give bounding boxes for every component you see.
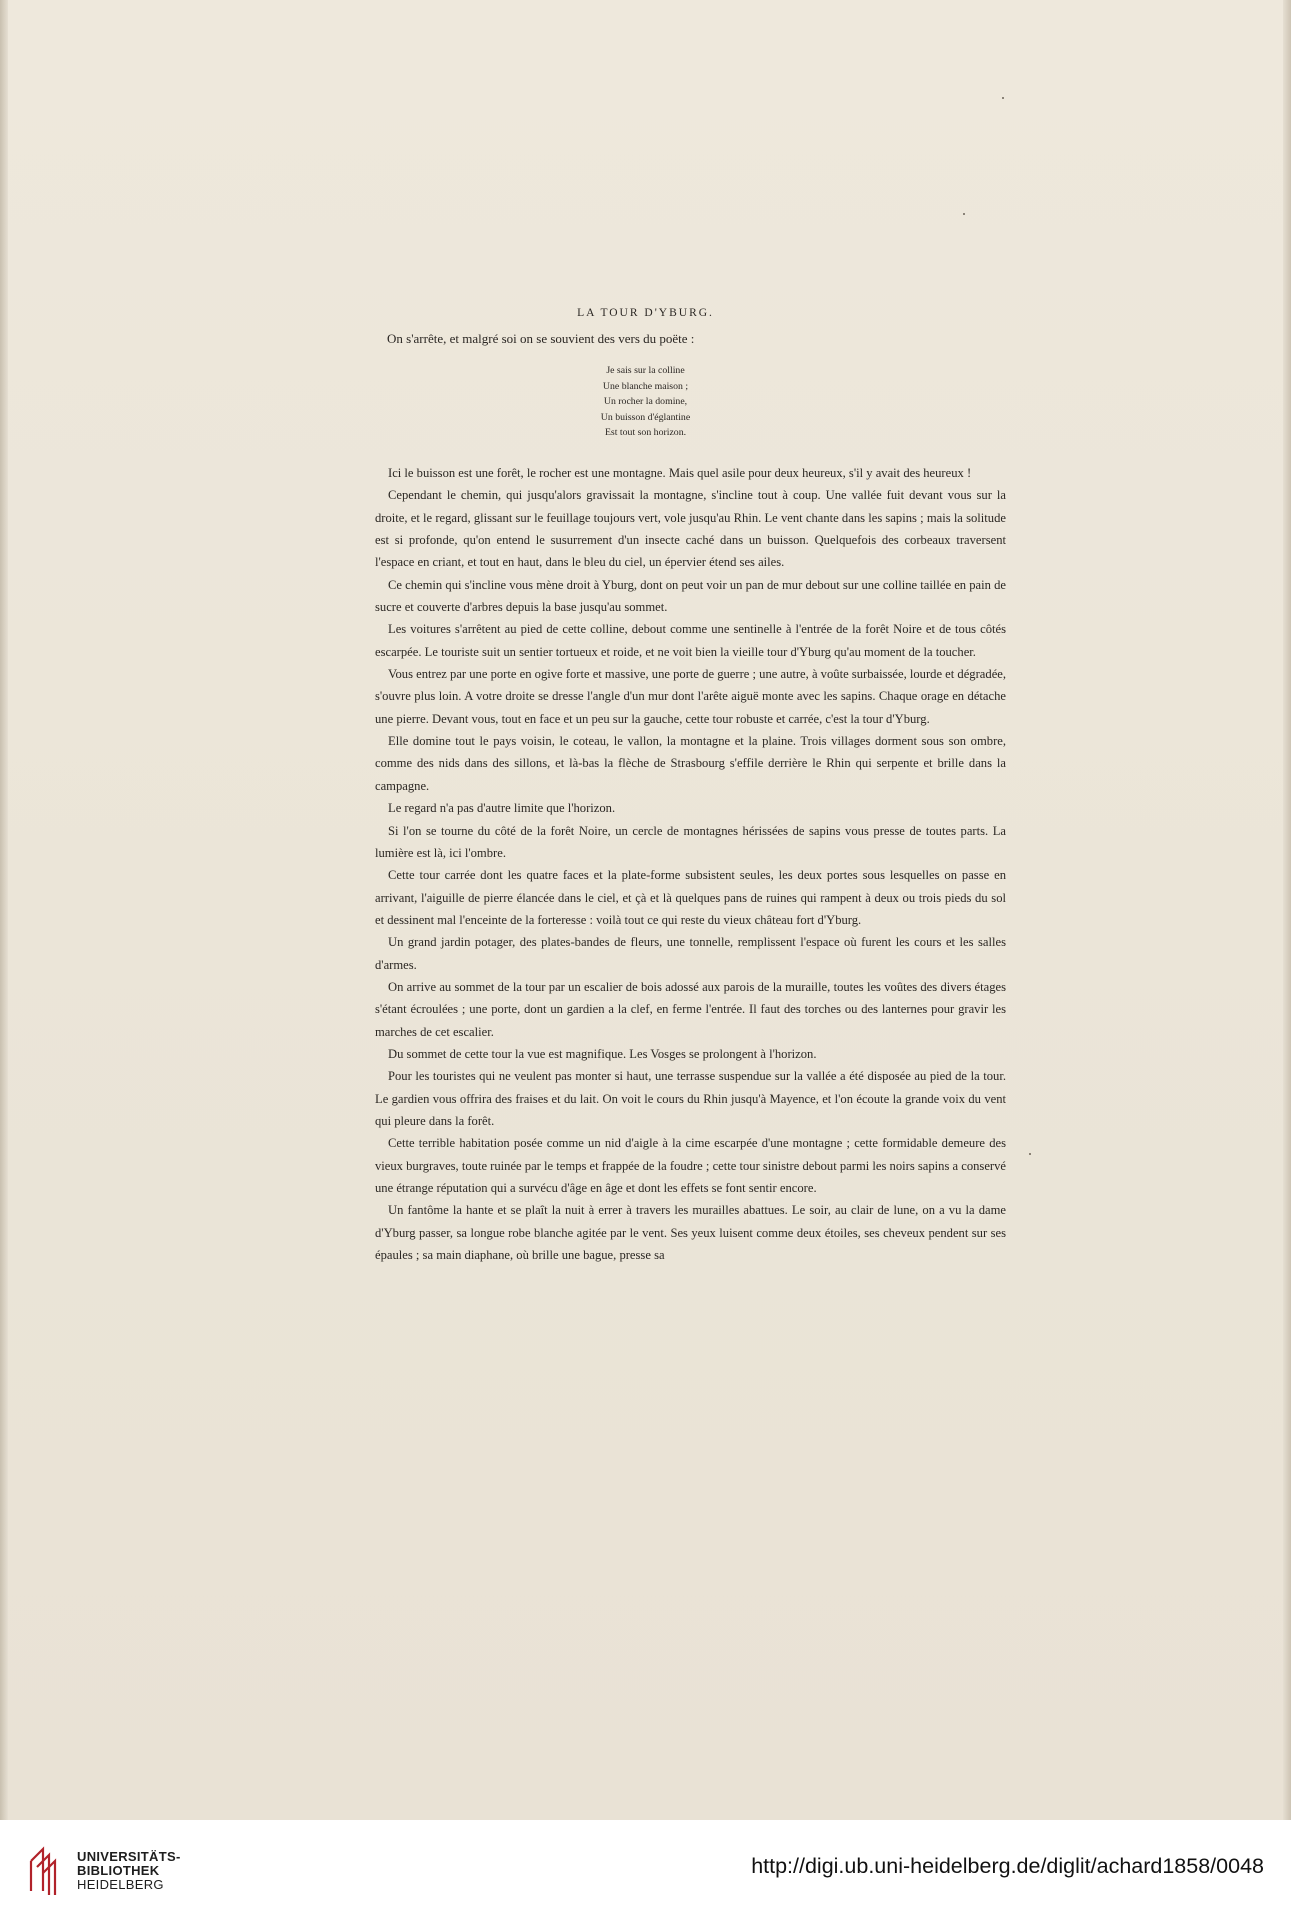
page-edge-left — [0, 0, 8, 1820]
poem-line: Je sais sur la colline — [606, 365, 685, 376]
paper-speck — [1029, 1153, 1031, 1155]
paper-speck — [963, 213, 965, 215]
paragraph: Les voitures s'arrêtent au pied de cette colline, debout comme une sentinelle à l'entrée de la forêt Noire et de tous côtés escarpée. Le touriste suit un sentier tortueux et roide, et ne voit bien la vieille tour d'Yburg qu'au moment de la toucher. — [375, 622, 1006, 659]
poem-line: Un rocher la domine, — [603, 396, 688, 407]
page-edge-right — [1283, 0, 1291, 1820]
poem-line: Est tout son horizon. — [604, 427, 687, 438]
intro-line: On s'arrête, et malgré soi on se souvient des vers du poëte : — [387, 331, 695, 346]
paragraph: Ce chemin qui s'incline vous mène droit à Yburg, dont on peut voir un pan de mur debout sur une colline taillée en pain de sucre et couverte d'arbres depuis la base jusqu'au sommet. — [375, 577, 1006, 615]
paragraph: Cette tour carrée dont les quatre faces et la plate-forme subsistent seules, les deux portes sous lesquelles on passe en arrivant, l'aiguille de pierre élancée dans le ciel, et çà et là quelques pans de ruines qui rampent à deux ou trois pieds du sol et dessinent mal l'enceinte de la forteresse : voilà tout ce qui reste du vieux château fort d'Yburg. — [375, 868, 1006, 927]
paragraph: Vous entrez par une porte en ogive forte et massive, une porte de guerre ; une autre, à voûte surbaissée, lourde et dégradée, s'ouvre plus loin. A votre droite se dresse l'angle d'un mur dont l'arête aiguë monte avec les sapins. Chaque orage en détache une pierre. Devant vous, tout en face et un peu sur la gauche, cette tour robuste et carrée, c'est la tour d'Yburg. — [375, 667, 1007, 726]
library-name-line: HEIDELBERG — [77, 1877, 164, 1892]
paragraph: Un fantôme la hante et se plaît la nuit à errer à travers les murailles abattues. Le soir, au clair de lune, on a vu la dame d'Yburg passer, sa longue robe blanche agitée par le vent. Ses yeux luisent comme deux étoiles, ses cheveux pendent sur ses épaules ; sa main diaphane, où brille une bague, presse sa — [375, 1203, 1006, 1263]
body-text — [375, 462, 1006, 1266]
paper-speck — [1002, 97, 1004, 99]
paragraph: Si l'on se tourne du côté de la forêt Noire, un cercle de montagnes hérissées de sapins vous presse de toutes parts. La lumière est là, ici l'ombre. — [375, 823, 1006, 860]
footer-bar — [0, 1820, 1291, 1921]
paragraph: Du sommet de cette tour la vue est magnifique. Les Vosges se prolongent à l'horizon. — [388, 1046, 817, 1061]
library-name-line: BIBLIOTHEK — [77, 1863, 160, 1878]
library-name-line: UNIVERSITÄTS- — [77, 1849, 181, 1864]
paragraph: Cette terrible habitation posée comme un nid d'aigle à la cime escarpée d'une montagne ; cette formidable demeure des vieux burgraves, toute ruinée par le temps et frappée de la foudre ; cette tour sinistre debout parmi les noirs sapins a conservé une étrange réputation qui a survécu d'âge en âge et dont les effets se font sentir encore. — [375, 1136, 1006, 1195]
poem-block — [0, 363, 1291, 441]
poem-line: Un buisson d'églantine — [600, 411, 691, 423]
library-name — [77, 1850, 181, 1892]
paragraph: Le regard n'a pas d'autre limite que l'horizon. — [388, 801, 616, 816]
paragraph: Un grand jardin potager, des plates-bandes de fleurs, une tonnelle, remplissent l'espace où furent les cours et les salles d'armes. — [375, 935, 1006, 972]
source-url-link[interactable]: http://digi.ub.uni-heidelberg.de/diglit/achard1858/0048 — [751, 1854, 1264, 1878]
poem-line: Une blanche maison ; — [602, 380, 689, 392]
paragraph: Elle domine tout le pays voisin, le coteau, le vallon, la montagne et la plaine. Trois villages dorment sous son ombre, comme des nids dans des sillons, et là-bas la flèche de Strasbourg s'effile derrière le Rhin qui serpente et brille dans la campagne. — [375, 734, 1006, 793]
paragraph: On arrive au sommet de la tour par un escalier de bois adossé aux parois de la muraille, toutes les voûtes des divers étages s'étant écroulées ; une porte, dont un gardien a la clef, en ferme l'entrée. Il faut des torches ou des lanternes pour gravir les marches de cet escalier. — [375, 979, 1006, 1039]
chapter-heading: LA TOUR D'YBURG. — [577, 307, 714, 319]
library-logo-icon — [27, 1843, 67, 1898]
paragraph: Cependant le chemin, qui jusqu'alors gravissait la montagne, s'incline tout à coup. Une vallée fuit devant vous sur la droite, et le regard, glissant sur le feuillage toujours vert, vole jusqu'au Rhin. Le vent chante dans les sapins ; mais la solitude est si profonde, qu'on entend le susurrement d'un insecte caché dans un buisson. Quelquefois des corbeaux traversent l'espace en criant, et tout en haut, dans le bleu du ciel, un épervier étend ses ailes. — [375, 488, 1006, 570]
paragraph: Pour les touristes qui ne veulent pas monter si haut, une terrasse suspendue sur la vallée a été disposée au pied de la tour. Le gardien vous offrira des fraises et du lait. On voit le cours du Rhin jusqu'à Mayence, et l'on écoute la grande voix du vent qui pleure dans la forêt. — [375, 1069, 1006, 1128]
paragraph: Ici le buisson est une forêt, le rocher est une montagne. Mais quel asile pour deux heureux, s'il y avait des heureux ! — [388, 466, 972, 480]
